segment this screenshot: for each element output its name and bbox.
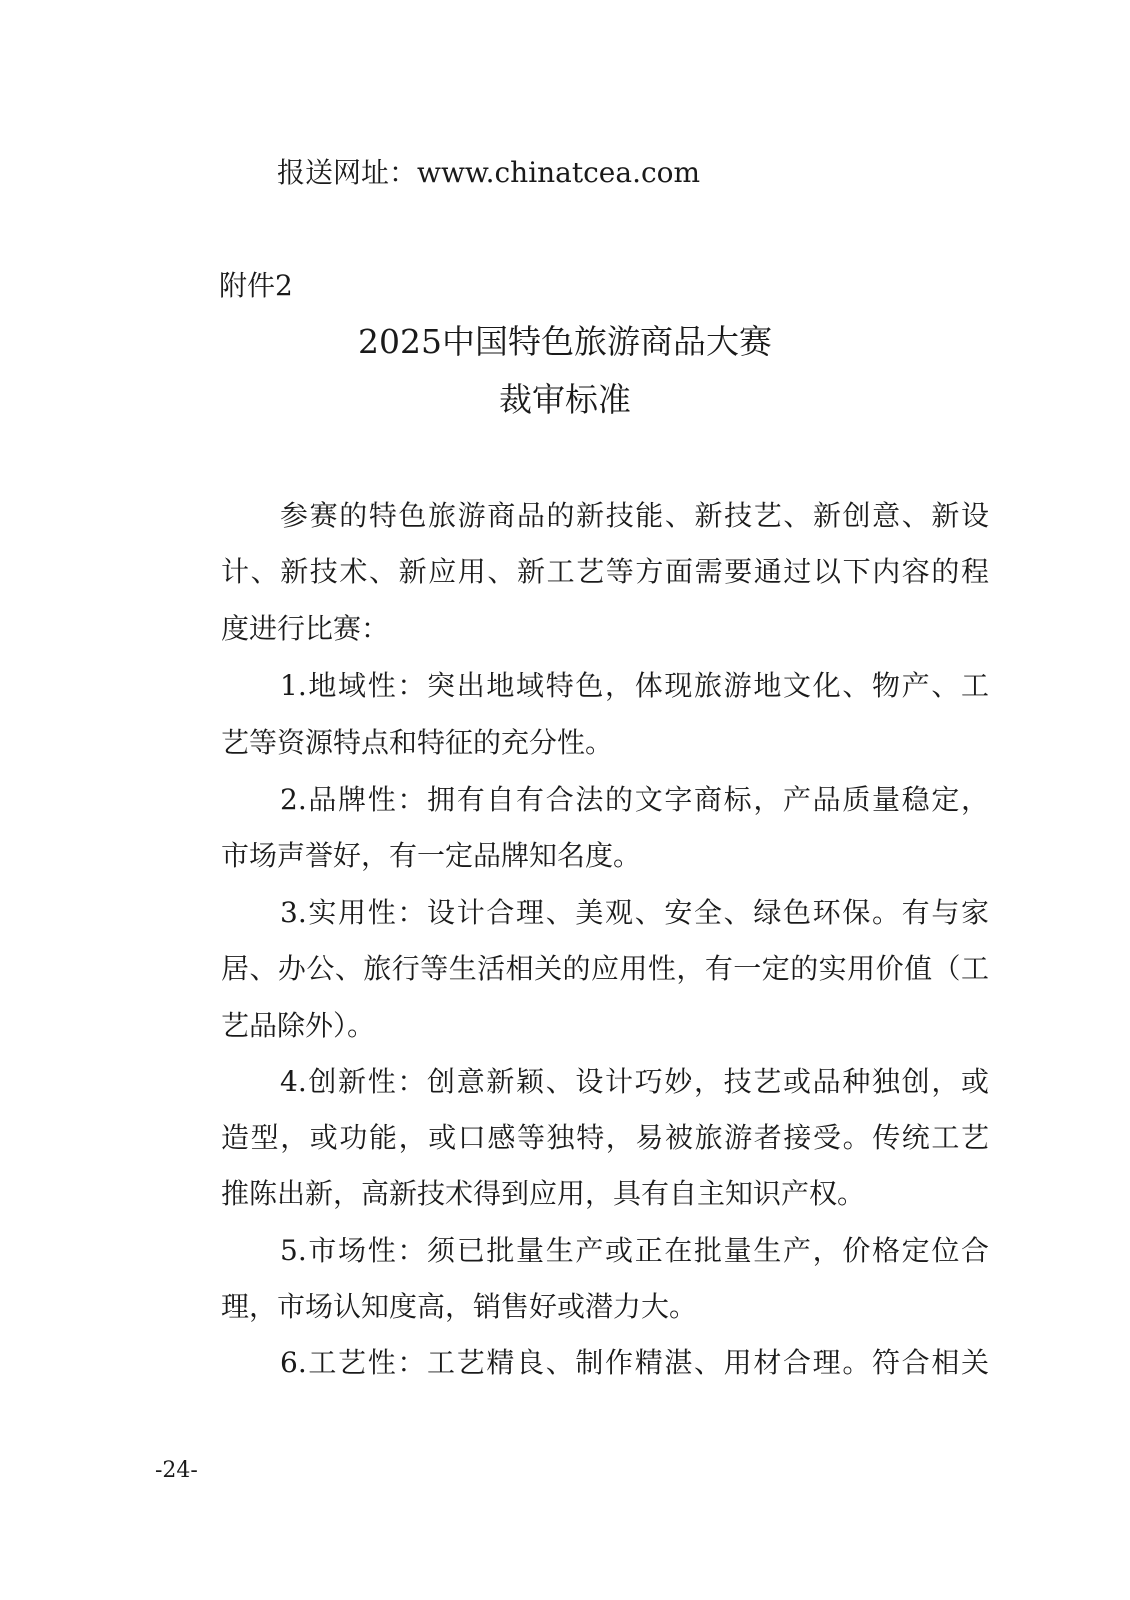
criterion-line: 艺品除外）。 xyxy=(221,1009,376,1042)
criterion-line: 居、办公、旅行等生活相关的应用性，有一定的实用价值（工 xyxy=(221,952,989,985)
intro-line: 参赛的特色旅游商品的新技能、新技艺、新创意、新设 xyxy=(280,499,989,532)
page-title: 2025中国特色旅游商品大赛 xyxy=(358,322,772,361)
criterion-line: 6.工艺性：工艺精良、制作精湛、用材合理。符合相关 xyxy=(280,1346,989,1379)
criterion-line: 1.地域性：突出地域特色，体现旅游地文化、物产、工 xyxy=(280,669,989,702)
page-number: -24- xyxy=(155,1458,198,1483)
submit-url-line: 报送网址：www.chinatcea.com xyxy=(277,156,701,189)
criterion-line: 造型，或功能，或口感等独特，易被旅游者接受。传统工艺 xyxy=(221,1121,989,1154)
criterion-line: 2.品牌性：拥有自有合法的文字商标，产品质量稳定， xyxy=(280,783,989,816)
criterion-line: 4.创新性：创意新颖、设计巧妙，技艺或品种独创，或 xyxy=(280,1065,989,1098)
intro-line: 度进行比赛： xyxy=(221,612,390,645)
criterion-line: 理，市场认知度高，销售好或潜力大。 xyxy=(221,1290,698,1323)
criterion-line: 推陈出新，高新技术得到应用，具有自主知识产权。 xyxy=(221,1177,866,1210)
criterion-line: 5.市场性：须已批量生产或正在批量生产，价格定位合 xyxy=(280,1234,989,1267)
criterion-line: 艺等资源特点和特征的充分性。 xyxy=(221,726,614,759)
criterion-line: 市场声誉好，有一定品牌知名度。 xyxy=(221,839,642,872)
intro-line: 计、新技术、新应用、新工艺等方面需要通过以下内容的程 xyxy=(221,555,989,588)
page-subtitle: 裁审标准 xyxy=(499,380,631,419)
criterion-line: 3.实用性：设计合理、美观、安全、绿色环保。有与家 xyxy=(280,896,989,929)
attachment-label: 附件2 xyxy=(219,269,293,302)
